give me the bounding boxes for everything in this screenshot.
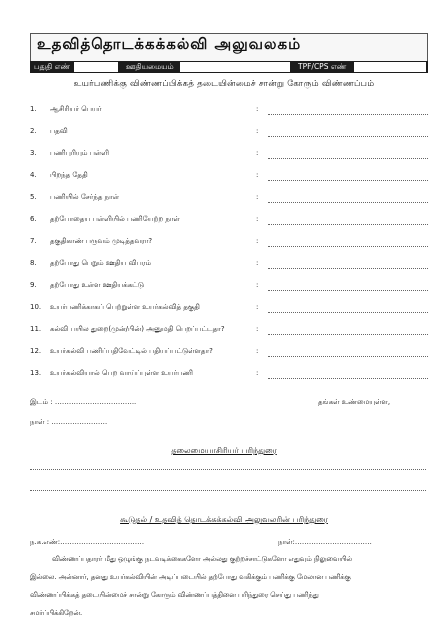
row-label: உயர்கல்வி பணிப்பதிவேட்டில் பதியப்பட்டுள்ளதா? (50, 347, 213, 355)
row-number: 8. (30, 259, 37, 267)
form-row (30, 237, 430, 249)
row-label: கல்வி பயில துறை(முன்/பின்) அனுமதி பெறப்பட்டதா? (50, 325, 225, 333)
row-number: 2. (30, 127, 37, 135)
row-colon: : (256, 369, 259, 377)
school-number-label: பதுதி எண் (34, 62, 71, 71)
pay-center-field[interactable] (180, 62, 290, 72)
headmaster-recommendation-title: தலைமையாசிரியர் பரிந்துரை (171, 446, 277, 455)
row-label: ஆசிரியர் பெயர் (50, 105, 102, 113)
form-row (30, 347, 430, 359)
form-heading: உயர்பணிக்கு விண்ணப்பிக்கத் தடையின்மைச் சான்று கோரும் விண்ணப்பம் (73, 79, 375, 89)
row-number: 1. (30, 105, 37, 113)
aeo-recommendation-title: கூடுதல் / உதவித் தொடக்கக்கல்வி அலுவலரின் பரிந்துரை (120, 515, 328, 524)
row-label: பதவி (50, 127, 68, 135)
pay-center-label: ஊதியமையம் (126, 62, 174, 71)
form-row (30, 303, 430, 315)
row-label: பணியில் சேர்ந்த நாள் (50, 193, 120, 201)
row-label: தற்போது உள்ள ஊதியக்கட்டு (50, 281, 144, 289)
row-number: 4. (30, 171, 37, 179)
row-answer-line[interactable] (268, 224, 428, 225)
form-row (30, 127, 430, 139)
date-field[interactable]: நாள் : …………………… (30, 418, 108, 426)
row-answer-line[interactable] (268, 290, 428, 291)
row-colon: : (256, 259, 259, 267)
row-answer-line[interactable] (268, 312, 428, 313)
row-label: பிறந்த தேதி (50, 171, 88, 179)
info-bar (30, 61, 428, 73)
row-answer-line[interactable] (268, 378, 428, 379)
form-row (30, 149, 430, 161)
office-title: உதவித்தொடக்கக்கல்வி அலுவலகம் (37, 35, 302, 53)
row-colon: : (256, 347, 259, 355)
recommendation-line-2[interactable] (30, 490, 426, 491)
row-number: 12. (30, 347, 42, 355)
office-banner (30, 33, 428, 63)
row-colon: : (256, 303, 259, 311)
row-colon: : (256, 325, 259, 333)
row-answer-line[interactable] (268, 114, 428, 115)
reference-number-field[interactable]: ந.க.எண்:……………………………… (30, 538, 145, 546)
row-answer-line[interactable] (268, 268, 428, 269)
row-number: 13. (30, 369, 42, 377)
row-answer-line[interactable] (268, 202, 428, 203)
paragraph-line-1: விண்ணப்பதாரர் மீது ஒழுங்கு நடவடிக்கைகளோ அல்லது குற்றச்சாட்டுகளோ எதுவும் நிலுவையில் (52, 555, 353, 563)
paragraph-line-4: சமர்ப்பிக்கிறேன். (30, 609, 83, 617)
aeo-date-field[interactable]: நாள்:…………………………… (278, 538, 372, 546)
form-row (30, 259, 430, 271)
form-row (30, 171, 430, 183)
row-label: பணிபுரியும் பள்ளி (50, 149, 109, 157)
paragraph-line-2: இல்லை. அன்னார், தனது உயர்கல்வியின் அடிப்படையில் தற்போது வகிக்கும் பணிக்கு மேலான பணிக்கு (30, 573, 351, 581)
row-number: 3. (30, 149, 37, 157)
row-answer-line[interactable] (268, 158, 428, 159)
tpf-number-field[interactable] (354, 62, 426, 72)
row-number: 6. (30, 215, 37, 223)
row-answer-line[interactable] (268, 356, 428, 357)
row-label: தற்போது பெறும் ஊதிய விபரம் (50, 259, 152, 267)
row-label: தற்போதைய பள்ளியில் பணியேற்ற நாள் (50, 215, 180, 223)
row-colon: : (256, 193, 259, 201)
row-label: உயர்பணிக்காகப் பெற்றுள்ள உயர்கல்வித் தகுதி (50, 303, 200, 311)
row-colon: : (256, 281, 259, 289)
row-colon: : (256, 105, 259, 113)
form-row (30, 325, 430, 337)
paragraph-line-3: விண்ணப்பிக்கத் தடையின்மைச் சான்று கோரும் விண்ணப்பத்தினை பரிந்துரை செய்து பணிந்து (30, 591, 319, 599)
row-answer-line[interactable] (268, 334, 428, 335)
recommendation-line-1[interactable] (30, 469, 426, 470)
row-answer-line[interactable] (268, 246, 428, 247)
form-row (30, 193, 430, 205)
form-row (30, 369, 430, 381)
school-number-field[interactable] (74, 62, 118, 72)
form-row (30, 215, 430, 227)
form-row (30, 281, 430, 293)
place-field[interactable]: இடம் : …………………………….. (30, 398, 137, 406)
row-number: 9. (30, 281, 37, 289)
form-row (30, 105, 430, 117)
row-answer-line[interactable] (268, 180, 428, 181)
row-colon: : (256, 215, 259, 223)
row-number: 5. (30, 193, 37, 201)
row-colon: : (256, 127, 259, 135)
row-answer-line[interactable] (268, 136, 428, 137)
row-colon: : (256, 237, 259, 245)
row-colon: : (256, 171, 259, 179)
row-number: 7. (30, 237, 37, 245)
row-colon: : (256, 149, 259, 157)
row-number: 10. (30, 303, 42, 311)
row-number: 11. (30, 325, 42, 333)
tpf-number-label: TPF/CPS எண் (298, 62, 347, 71)
row-label: தகுதிகாண் பருவம் முடித்தவரா? (50, 237, 153, 245)
row-label: உயர்கல்வியால் பெற வாய்ப்புள்ள உயர்பணி (50, 369, 193, 377)
signature-label: தங்கள் உண்மையுள்ள, (318, 398, 391, 406)
